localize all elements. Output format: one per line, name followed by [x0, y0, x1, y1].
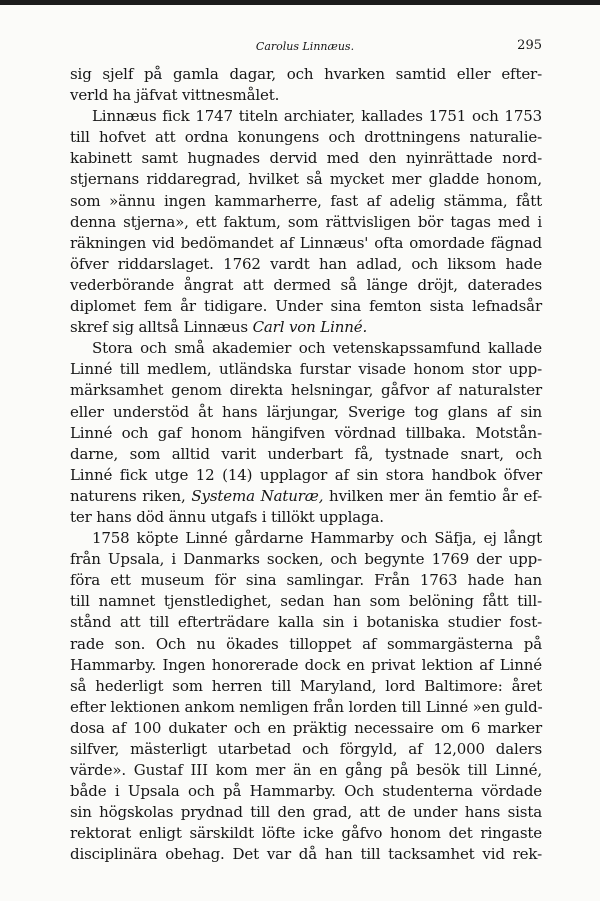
- text-segment: darne, som alltid varit underbart få, tystnade snart, och: [70, 444, 542, 463]
- text-segment: till namnet tjenstledighet, sedan han som belöning fått till-: [70, 592, 542, 611]
- text-segment: eller understöd åt hans lärjungar, Sverige tog glans af sin: [70, 402, 542, 421]
- text-line: [70, 528, 542, 549]
- text-segment: 1758 köpte Linné gårdarne Hammarby och Säfja, ej långt: [92, 529, 542, 548]
- text-segment: efter lektionen ankom nemligen från lorden till Linné »en guld-: [70, 697, 543, 716]
- text-line: [70, 423, 542, 444]
- text-segment: Linné och gaf honom hängifven vördnad tillbaka. Motstån-: [70, 423, 542, 442]
- text-line: [70, 655, 542, 676]
- text-line: [70, 169, 542, 190]
- page-number: 295: [517, 38, 542, 53]
- text-line: [70, 317, 542, 338]
- text-segment: som »ännu ingen kammarherre, fast af adelig stämma, fått: [70, 191, 542, 210]
- text-segment: vederbörande ångrat att dermed så länge dröjt, daterades: [70, 275, 542, 294]
- text-line: [70, 823, 542, 844]
- text-line: [70, 465, 542, 486]
- text-segment: rade son. Och nu ökades tilloppet af sommargästerna på: [70, 634, 542, 653]
- text-segment: öfver riddarslaget. 1762 vardt han adlad, och liksom hade: [70, 254, 542, 273]
- text-line: [70, 802, 542, 823]
- text-line: [70, 676, 542, 697]
- text-line: [70, 191, 542, 212]
- text-segment: sig sjelf på gamla dagar, och hvarken samtid eller efter-: [70, 65, 542, 83]
- text-line: [70, 402, 542, 423]
- page-top-rule: [0, 0, 600, 5]
- text-segment: stånd att till efterträdare kalla sin i botaniska studier fost-: [70, 613, 542, 632]
- text-line: [70, 212, 542, 233]
- text-line: [70, 739, 542, 760]
- text-line: [70, 634, 542, 655]
- text-segment: diplomet fem år tidigare. Under sina femton sista lefnadsår: [70, 297, 542, 316]
- text-segment: märksamhet genom direkta helsningar, gåfvor af naturalster: [70, 381, 542, 400]
- text-line: [70, 612, 542, 633]
- text-segment: Linné till medlem, utländska furstar visade honom stor upp-: [70, 360, 542, 379]
- text-segment: Linné fick utge 12 (14) upplagor af sin stora handbok öfver: [70, 465, 542, 484]
- text-line: [70, 591, 542, 612]
- text-segment: hvilken mer än femtio år ef-: [323, 486, 543, 505]
- text-segment: rektorat enligt särskildt löfte icke gåfvo honom det ringaste: [70, 824, 542, 843]
- text-segment: ter hans död ännu utgafs i tillökt upplaga.: [70, 507, 384, 526]
- text-segment: silfver, mästerligt utarbetad och förgyld, af 12,000 dalers: [70, 740, 542, 758]
- text-line: [70, 380, 542, 401]
- text-line: [70, 718, 542, 739]
- text-line: [70, 359, 542, 380]
- text-segment: skref sig alltså Linnæus: [70, 318, 253, 337]
- text-line: [70, 127, 542, 148]
- text-line: [70, 64, 542, 85]
- text-segment: denna stjerna», ett faktum, som rättvisligen bör tagas med i: [70, 212, 542, 231]
- text-segment: föra ett museum för sina samlingar. Från 1763 hade han: [70, 571, 542, 590]
- text-line: [70, 296, 542, 317]
- text-segment: verld ha jäfvat vittnesmålet.: [70, 86, 280, 105]
- text-line: [70, 254, 542, 275]
- body-text: [70, 64, 542, 866]
- running-title: Carolus Linnæus.: [255, 40, 355, 53]
- text-segment: Hammarby. Ingen honorerade dock en privat lektion af Linné: [70, 655, 542, 674]
- text-segment: stjernans riddaregrad, hvilket så mycket mer gladde honom,: [70, 170, 542, 189]
- text-line: [70, 106, 542, 127]
- text-line: [70, 781, 542, 802]
- text-segment: kabinett samt hugnades dervid med den nyinrättade nord-: [70, 149, 542, 168]
- text-line: [70, 760, 542, 781]
- text-line: [70, 85, 542, 106]
- italic-title: Carl von Linné.: [252, 318, 368, 337]
- text-segment: från Upsala, i Danmarks socken, och begynte 1769 der upp-: [70, 550, 542, 569]
- text-segment: dosa af 100 dukater och en präktig necessaire om 6 marker: [70, 718, 542, 737]
- text-line: [70, 444, 542, 465]
- text-segment: så hederligt som herren till Maryland, lord Baltimore: året: [70, 676, 542, 695]
- text-segment: både i Upsala och på Hammarby. Och studenterna vördade: [70, 782, 542, 801]
- text-segment: disciplinära obehag. Det var då han till tacksamhet vid rek-: [70, 845, 542, 864]
- text-line: [70, 233, 542, 254]
- text-line: [70, 697, 542, 718]
- text-line: [70, 338, 542, 359]
- page-header: [68, 38, 542, 54]
- text-line: [70, 549, 542, 570]
- italic-title: Systema Naturæ,: [191, 486, 324, 505]
- text-segment: till hofvet att ordna konungens och drottningens naturalie-: [70, 128, 542, 147]
- text-line: [70, 570, 542, 591]
- text-segment: naturens riken,: [70, 486, 192, 505]
- text-segment: Stora och små akademier och vetenskapssamfund kallade: [92, 339, 542, 358]
- text-line: [70, 275, 542, 296]
- text-line: [70, 507, 542, 528]
- text-segment: Linnæus fick 1747 titeln archiater, kallades 1751 och 1753: [92, 107, 542, 126]
- text-segment: värde». Gustaf III kom mer än en gång på besök till Linné,: [70, 761, 542, 780]
- text-segment: räkningen vid bedömandet af Linnæus' ofta omordade fägnad: [70, 233, 542, 252]
- text-segment: sin högskolas prydnad till den grad, att de under hans sista: [70, 803, 542, 822]
- text-line: [70, 148, 542, 169]
- text-line: [70, 486, 542, 507]
- text-line: [70, 844, 542, 865]
